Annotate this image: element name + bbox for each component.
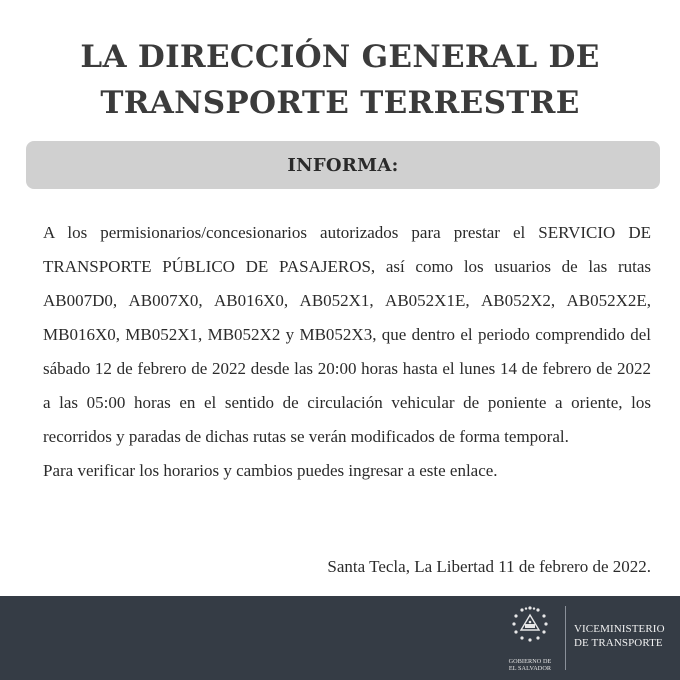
footer-divider [565, 606, 566, 670]
footer-bar [0, 596, 680, 680]
informa-banner [26, 141, 660, 189]
gobierno-label [500, 658, 560, 672]
ministry-line-2: DE TRANSPORTE [574, 637, 663, 649]
notice-body [43, 216, 651, 488]
notice-paragraph-1: A los permisionarios/concesionarios autorizados para prestar el SERVICIO DE TRANSPORTE PÚBLICO DE PASAJEROS, así como los usuarios de las rutas AB007D0, AB007X0, AB016X0, AB052X1, AB052X1E, AB052X2, AB052X2E, MB016X0, MB052X1, MB052X2 y MB052X3, que dentro el periodo comprendido del sábado 12 de febrero de 2022 desde las 20:00 horas hasta el lunes 14 de febrero de 2022 a las 05:00 horas en el sentido de circulación vehicular de poniente a oriente, los recorridos y paradas de dichas rutas se verán modificados de forma temporal. [43, 223, 651, 446]
title-line-2: TRANSPORTE TERRESTRE [100, 85, 580, 121]
page-title [0, 34, 680, 126]
gov-line-2: EL SALVADOR [508, 665, 552, 672]
ministry-line-1: VICEMINISTERIO [574, 623, 665, 635]
gov-line-1: GOBIERNO DE [508, 658, 552, 665]
viceministerio-label [574, 622, 678, 650]
banner-label: INFORMA: [287, 154, 399, 176]
notice-paragraph-2: Para verificar los horarios y cambios puedes ingresar a este enlace. [43, 461, 498, 480]
title-line-1: LA DIRECCIÓN GENERAL DE [80, 39, 600, 75]
place-date-signature: Santa Tecla, La Libertad 11 de febrero de 2022. [327, 557, 651, 576]
seal-graphic [504, 602, 556, 656]
